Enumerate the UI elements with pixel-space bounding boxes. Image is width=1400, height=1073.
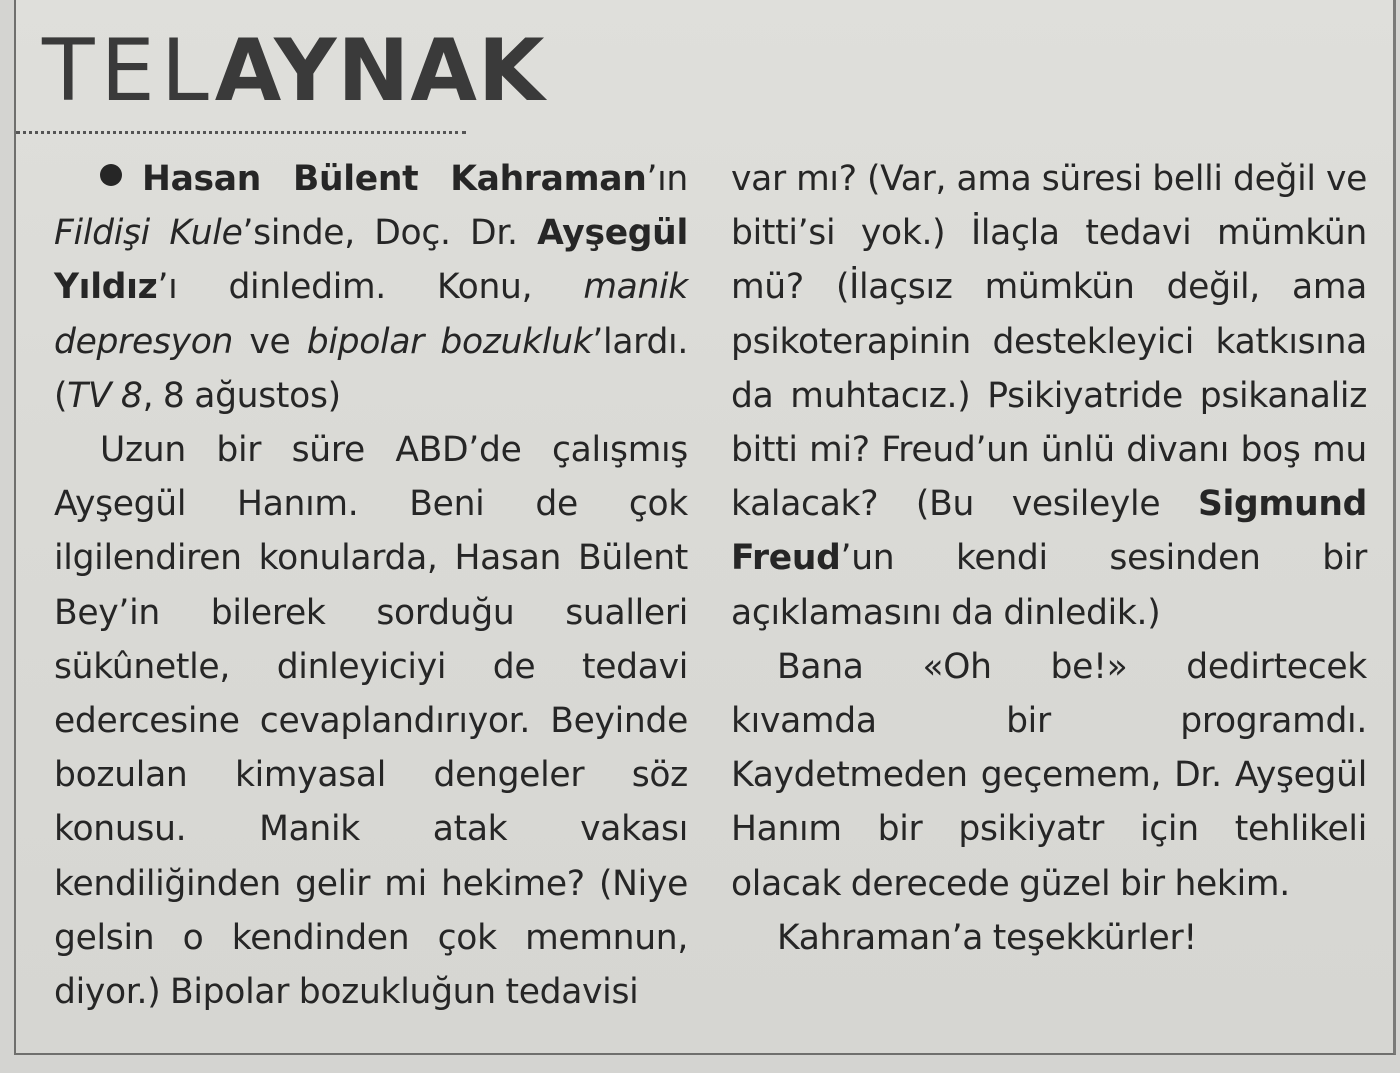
text-run: var mı? (Var, ama süresi belli değil ve bitti’si yok.) İlaçla tedavi mümkün mü? (İlaçsız mümkün değil, ama psikoterapinin destekleyici katkısına da muhtacız.) Psikiyatride psikanaliz bitti mi? Freud’un ünlü divanı boş mu kalacak? (Bu vesileyle (731, 159, 1367, 525)
text-run: ’un kendi sesinden bir açıklamasını da dinledik.) (731, 538, 1367, 633)
text-run: , 8 ağustos) (142, 375, 341, 416)
continued-paragraph (731, 152, 1367, 640)
bullet-icon (100, 164, 122, 186)
text-run: ’ın (646, 159, 688, 199)
text-run: ve (233, 321, 307, 362)
text-run: Fildişi Kule (54, 213, 243, 254)
intro-text (54, 159, 688, 416)
text-run: ’lardı. ( (54, 321, 688, 416)
masthead-light-part: TEL (42, 21, 215, 121)
article-column-left (54, 152, 688, 1019)
dotted-separator (16, 131, 466, 134)
article-column-right (731, 152, 1367, 965)
text-run: TV 8 (67, 375, 143, 416)
closing-line: Kahraman’a teşekkürler! (777, 917, 1197, 958)
text-run: manik depresyon (54, 267, 688, 362)
text-run: Hasan Bülent Kahraman (142, 159, 647, 199)
intro-paragraph (54, 152, 688, 423)
text-run: Ayşegül Yıldız (54, 213, 688, 308)
text-run: bipolar bozukluk (306, 321, 593, 362)
body-paragraph: Uzun bir süre ABD’de çalışmış Ayşegül Hanım. Beni de çok ilgilendiren konularda, Hasan Bülent Bey’in bilerek sorduğu sualleri sükûnetle, dinleyiciyi de tedavi edercesine cevaplandırıyor. Beyinde bozulan kimyasal dengeler söz konusu. Manik atak vakası kendiliğinden gelir mi hekime? (Niye gelsin o kendinden çok memnun, diyor.) Bipolar bozukluğun tedavisi (54, 430, 688, 1013)
text-run: Sigmund Freud (731, 484, 1367, 579)
text-run: ’ı dinledim. Konu, (157, 267, 584, 308)
masthead-bold-part: AYNAK (214, 21, 546, 121)
newspaper-clipping (14, 0, 1396, 1055)
body-paragraph: Bana «Oh be!» dedirtecek kıvamda bir programdı. Kaydetmeden geçemem, Dr. Ayşegül Hanım bir psikiyatr için tehlikeli olacak derecede güzel bir hekim. (731, 646, 1367, 904)
text-run: ’sinde, Doç. Dr. (242, 213, 538, 254)
column-masthead (42, 21, 546, 121)
